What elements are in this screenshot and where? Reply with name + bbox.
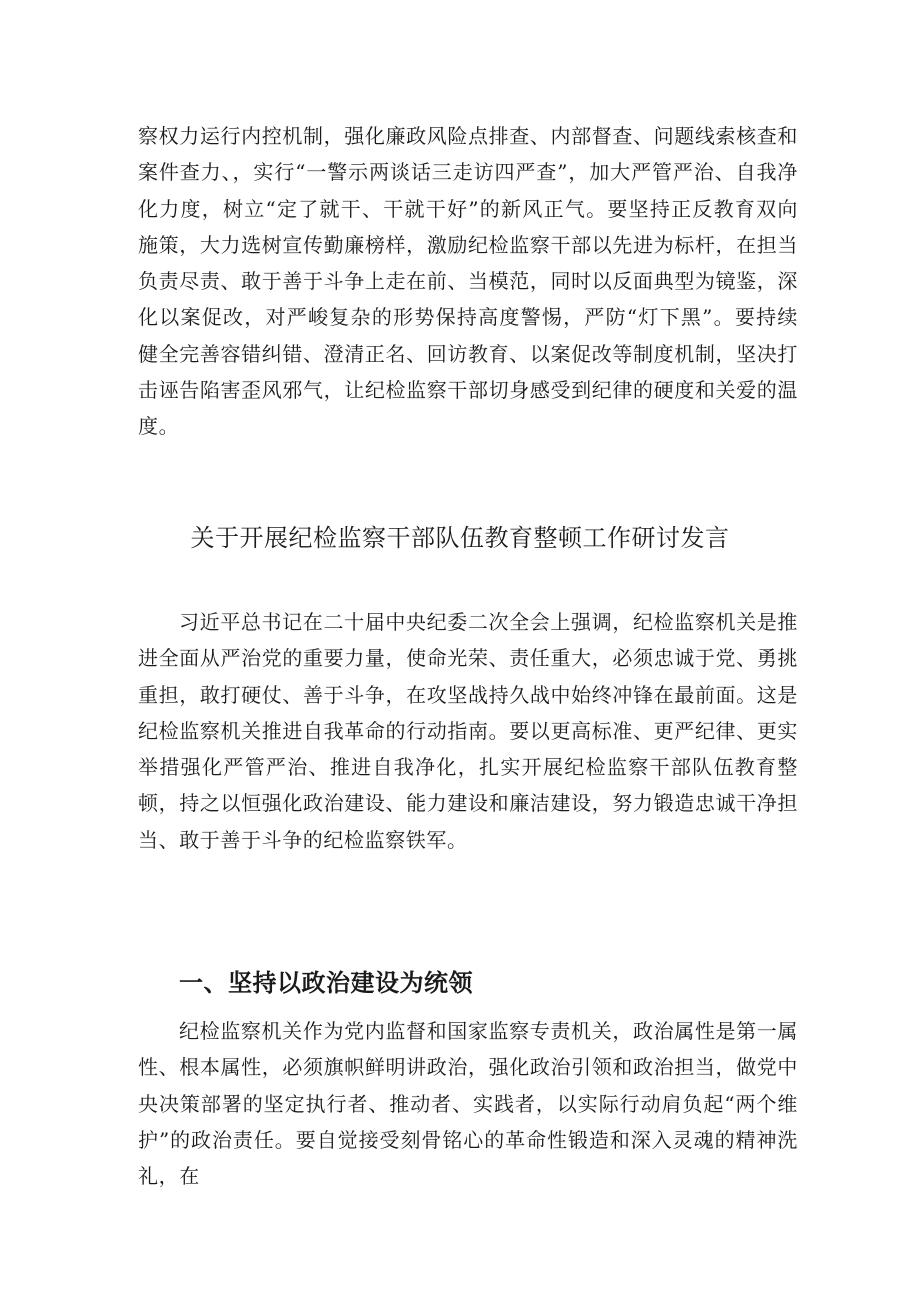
intro-paragraph: 习近平总书记在二十届中央纪委二次全会上强调，纪检监察机关是推进全面从严治党的重要力量，使命光荣、责任重大，必须忠诚于党、勇挑重担，敢打硬仗、善于斗争，在攻坚战持久战中始终冲锋在最前面。这是纪检监察机关推进自我革命的行动指南。要以更高标准、更严纪律、更实举措强化严管严治、推进自我净化，扎实开展纪检监察干部队伍教育整顿，持之以恒强化政治建设、能力建设和廉洁建设，努力锻造忠诚干净担当、敢于善于斗争的纪检监察铁军。 bbox=[138, 610, 798, 852]
document-title: 关于开展纪检监察干部队伍教育整顿工作研讨发言 bbox=[190, 524, 730, 552]
continued-paragraph: 察权力运行内控机制，强化廉政风险点排查、内部督查、问题线索核查和案件查力、，实行“一警示两谈话三走访四严查”，加大严管严治、自我净化力度，树立“定了就干、干就干好”的新风正气。要坚持正反教育双向施策，大力选树宣传勤廉榜样，激励纪检监察干部以先进为标杆，在担当负责尽责、敢于善于斗争上走在前、当模范，同时以反面典型为镜鉴，深化以案促改，对严峻复杂的形势保持高度警惕，严防“灯下黑”。要持续健全完善容错纠错、澄清正名、回访教育、以案促改等制度机制，坚决打击诬告陷害歪风邪气，让纪检监察干部切身感受到纪律的硬度和关爱的温度。 bbox=[138, 124, 798, 439]
section-paragraph: 纪检监察机关作为党内监督和国家监察专责机关，政治属性是第一属性、根本属性，必须旗帜鲜明讲政治，强化政治引领和政治担当，做党中央决策部署的坚定执行者、推动者、实践者，以实际行动肩负起“两个维护”的政治责任。要自觉接受刻骨铭心的革命性锻造和深入灵魂的精神洗礼，在 bbox=[138, 1019, 798, 1189]
section-heading: 一、坚持以政治建设为统领 bbox=[179, 969, 473, 997]
